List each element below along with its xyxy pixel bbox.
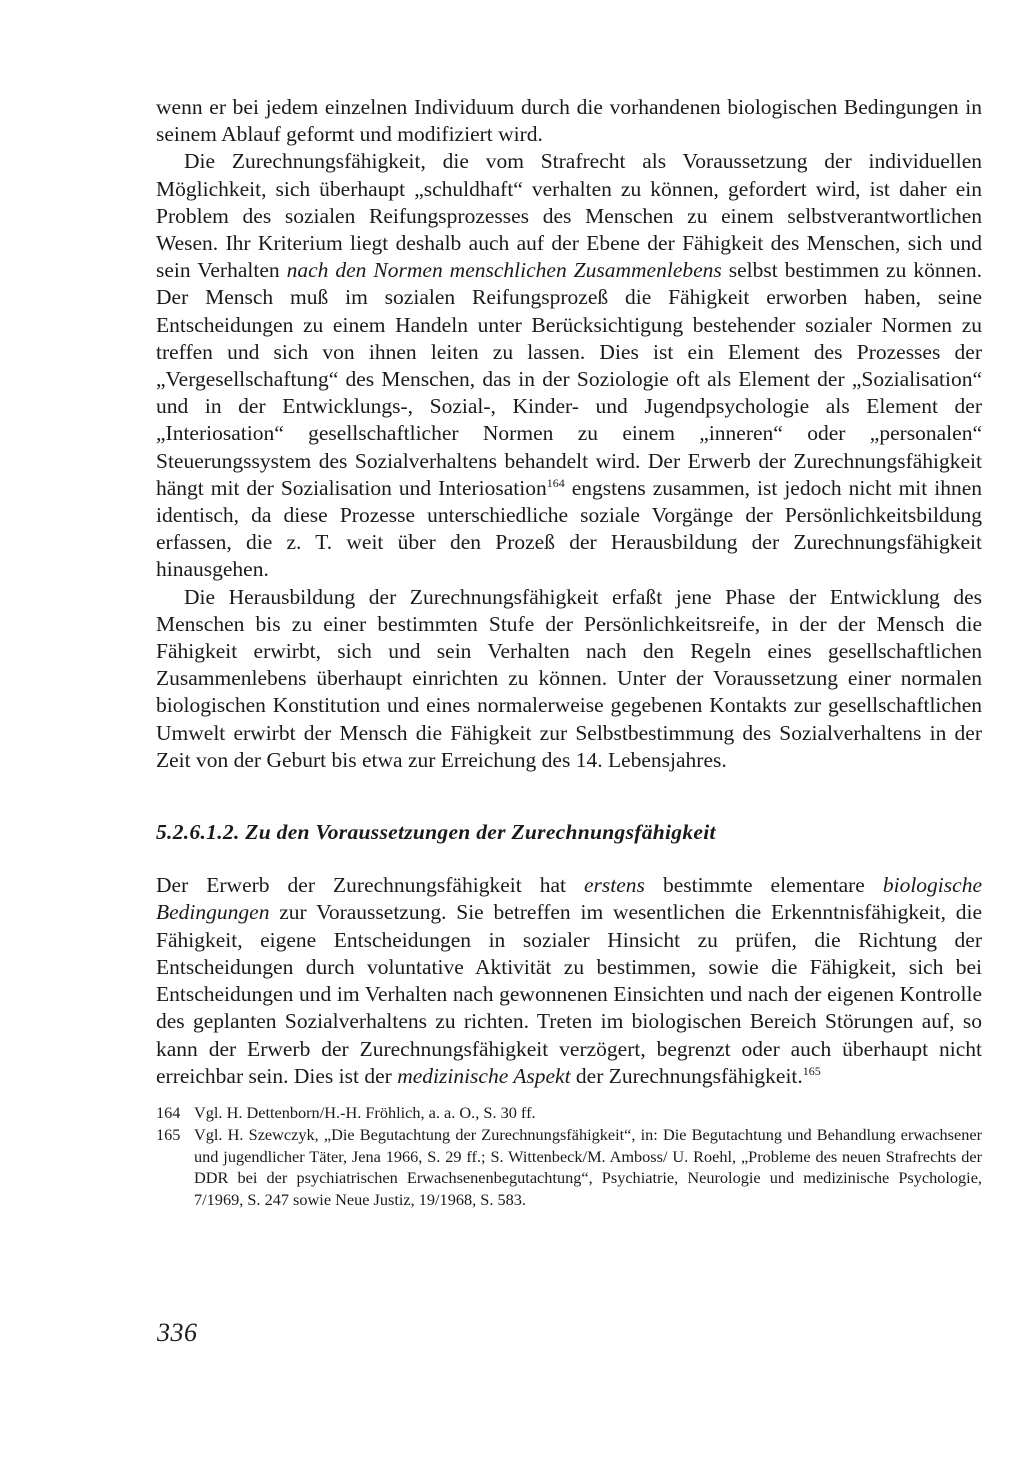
italic-emphasis: nach den Normen menschlichen Zusammenlebens [286,258,722,283]
page-number: 336 [157,1318,198,1347]
footnote-text: Vgl. H. Dettenborn/H.-H. Fröhlich, a. a. O., S. 30 ff. [194,1102,536,1122]
footnote-reference-165[interactable]: 165 [802,1063,821,1078]
section-heading: 5.2.6.1.2. Zu den Voraussetzungen der Zurechnungsfähigkeit [156,820,716,845]
footnote-165 [156,1124,982,1210]
paragraph-text: der Zurechnungsfähigkeit. [570,1063,803,1088]
paragraph-text: zur Voraussetzung. Sie betreffen im wesentlichen die Erkenntnisfähigkeit, die Fähigkeit, eigene Entscheidungen in sozialer Hinsicht zu prüfen, die Richtung der Entscheidungen durch voluntative Aktivität zu bestimmen, sowie die Fähigkeit, sich bei Entscheidungen und im Verhalten nach gewonnenen Einsichten und nach der eigenen Kontrolle des geplanten Sozialverhaltens zu richten. Treten im biologischen Bereich Störungen auf, so kann der Erwerb der Zurechnungsfähigkeit verzögert, begrenzt oder auch überhaupt nicht erreichbar sein. Dies ist der [156,900,982,1088]
paragraph-text: Die Herausbildung der Zurechnungsfähigkeit erfaßt jene Phase der Entwicklung des Menschen bis zu einer bestimmten Stufe der Persönlichkeitsreife, in der der Mensch die Fähigkeit erwirbt, sich und sein Verhalten nach den Regeln eines gesellschaftlichen Zusammenlebens überhaupt einrichten zu können. Unter der Voraussetzung einer normalen biologischen Konstitution und eines normalerweise gegebenen Kontakts zur gesellschaftlichen Umwelt erwirbt der Mensch die Fähigkeit zur Selbstbestimmung des Sozialverhaltens in der Zeit von der Geburt bis etwa zur Erreichung des 14. Lebensjahres. [156,584,982,772]
paragraph-erwerb [156,872,982,1090]
footnote-number: 164 [156,1102,181,1122]
paragraph-herausbildung [156,584,982,774]
italic-emphasis: erstens [584,873,645,898]
footnotes [156,1102,982,1211]
paragraph-text: bestimmte elementare [644,873,883,898]
paragraph-text: wenn er bei jedem einzelnen Individuum durch die vorhandenen biologischen Bedingungen in seinem Ablauf geformt und modifiziert wird. [156,95,982,147]
paragraph-continuation [156,94,982,148]
footnote-number: 165 [156,1125,181,1145]
paragraph-zurechnungsfaehigkeit [156,148,982,583]
paragraph-text: selbst bestimmen zu können. Der Mensch muß im sozialen Reifungsprozeß die Fähigkeit erworben haben, seine Entscheidungen zu einem Handeln unter Berücksichtigung bestehender sozialer Normen zu treffen und sich von ihnen leiten zu lassen. Dies ist ein Element des Prozesses der „Vergesellschaftung“ des Menschen, das in der Soziologie oft als Element der „Sozialisation“ und in der Entwicklungs-, Sozial-, Kinder- und Jugendpsychologie als Element der „Interiosation“ gesellschaftlicher Normen zu einem „inneren“ oder „personalen“ Steuerungssystem des Sozialverhaltens behandelt wird. Der Erwerb der Zurechnungsfähigkeit hängt mit der Sozialisation und Interiosation [156,258,983,500]
page-content [156,94,982,1211]
italic-emphasis: medizinische Aspekt [397,1063,571,1088]
paragraph-text: Die Zurechnungsfähigkeit, die vom Strafrecht als Voraussetzung der individuellen Möglichkeit, sich überhaupt „schuldhaft“ verhalten zu können, gefordert wird, ist daher ein Problem des sozialen Reifungsprozesses des Menschen zu einem selbstverantwortlichen Wesen. Ihr Kriterium liegt deshalb auch auf der Ebene der Fähigkeit des Menschen, sich und sein Verhalten [156,149,982,283]
paragraph-text: Der Erwerb der Zurechnungsfähigkeit hat [156,873,584,898]
footnote-164 [156,1102,982,1124]
footnote-text: Vgl. H. Szewczyk, „Die Begutachtung der Zurechnungsfähigkeit“, in: Die Begutachtung und Behandlung erwachsener und jugendlicher Täter, Jena 1966, S. 29 ff.; S. Wittenbeck/M. Amboss/ U. Roehl, „Probleme des neuen Strafrechts der DDR bei der psychiatrischen Erwachsenenbegutachtung“, Psychiatrie, Neurologie und medizinische Psychologie, 7/1969, S. 247 sowie Neue Justiz, 19/1968, S. 583. [194,1125,982,1209]
paragraph-text: engstens zusammen, ist jedoch nicht mit ihnen identisch, da diese Prozesse unterschiedliche soziale Vorgänge der Persönlichkeitsbildung erfassen, die z. T. weit über den Prozeß der Herausbildung der Zurechnungsfähigkeit hinausgehen. [156,475,982,582]
italic-emphasis: biologische Bedingungen [156,873,982,925]
footnote-reference-164[interactable]: 164 [546,475,565,490]
